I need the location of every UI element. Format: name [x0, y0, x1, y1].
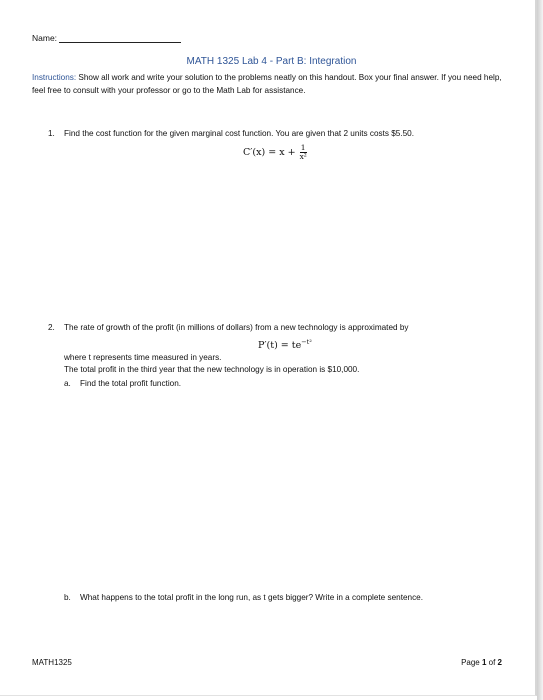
problem-2-formula	[258, 338, 312, 351]
part-a-text: Find the total profit function.	[80, 379, 182, 388]
page-total: 2	[497, 658, 502, 667]
instructions	[32, 71, 502, 97]
footer-page-number	[461, 658, 502, 667]
problem-2-where: where t represents time measured in years.	[64, 353, 222, 362]
page-title: MATH 1325 Lab 4 - Part B: Integration	[186, 56, 357, 67]
problem-2-number: 2.	[48, 323, 55, 332]
name-field	[32, 33, 181, 43]
page-edge-shadow	[537, 0, 543, 700]
problem-2-formula-main: P′(t) = te	[258, 340, 302, 352]
problem-2-formula-exponent: −t²	[301, 338, 312, 346]
problem-2-part-b	[64, 591, 514, 604]
problem-1-text: Find the cost function for the given marginal cost function. You are given that 2 units costs $5.50.	[64, 129, 414, 138]
footer-course: MATH1325	[32, 658, 72, 667]
name-label: Name:	[32, 33, 58, 43]
fraction-numerator: 1	[300, 143, 306, 152]
instructions-text: Show all work and write your solution to the problems neatly on this handout. Box your final answer. If you need help, feel free to consult with your professor or go to the Math Lab for assistance.	[32, 73, 502, 95]
problem-1-formula-lhs: C′(x) = x +	[243, 147, 299, 158]
problem-1	[48, 127, 508, 140]
instructions-label: Instructions:	[32, 73, 77, 82]
problem-1-formula	[243, 144, 307, 161]
problem-2-part-a	[64, 377, 504, 390]
problem-1-fraction	[300, 144, 307, 161]
page-of: of	[486, 658, 498, 667]
problem-1-number: 1.	[48, 129, 55, 138]
part-a-label: a.	[64, 379, 71, 388]
fraction-denominator: x²	[299, 152, 307, 161]
page-current: 1	[481, 658, 487, 667]
page-prefix: Page	[461, 658, 482, 667]
name-blank-line	[59, 34, 181, 43]
part-b-text: What happens to the total profit in the long run, as t gets bigger? Write in a complete sentence.	[80, 593, 424, 602]
problem-2-text: The rate of growth of the profit (in millions of dollars) from a new technology is approximated by	[64, 323, 409, 332]
part-b-label: b.	[64, 593, 71, 602]
problem-2-total: The total profit in the third year that the new technology is in operation is $10,000.	[64, 365, 360, 374]
problem-2	[48, 321, 508, 334]
